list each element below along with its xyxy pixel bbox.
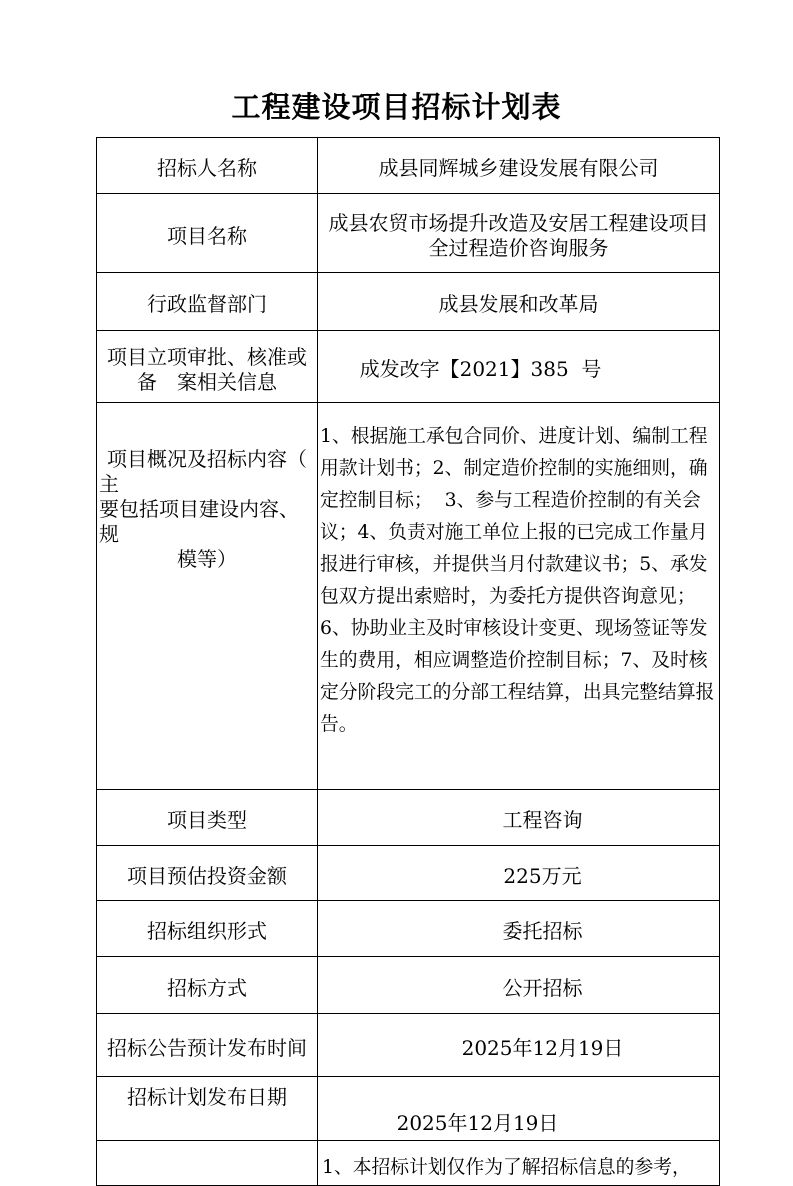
label-project-overview-line1: 项目概况及招标内容（	[107, 447, 307, 471]
value-bidding-organization-form: 委托招标	[318, 901, 720, 957]
label-project-overview-line4: 模等）	[177, 547, 237, 571]
table-row	[97, 1014, 720, 1077]
bidding-plan-table	[96, 137, 720, 1186]
page-title: 工程建设项目招标计划表	[231, 90, 562, 124]
table-row	[97, 957, 720, 1014]
value-project-overview: 1、根据施工承包合同价、进度计划、编制工程用款计划书；2、制定造价控制的实施细则，确定控制目标； 3、参与工程造价控制的有关会议；4、负责对施工单位上报的已完成工作量月报进行审核，并提供当月付款建议书；5、承发包双方提出索赔时，为委托方提供咨询意见；6、协助业主及时审核设计变更、现场签证等发生的费用，相应调整造价控制目标；7、及时核定分阶段完工的分部工程结算，出具完整结算报告。	[318, 403, 720, 790]
table-row	[97, 138, 720, 194]
table-row	[97, 194, 720, 273]
label-bidding-method: 招标方式	[97, 957, 318, 1014]
table-row	[97, 846, 720, 901]
value-bidding-method: 公开招标	[318, 957, 720, 1014]
label-project-name: 项目名称	[97, 194, 318, 273]
label-announcement-expected-date: 招标公告预计发布时间	[97, 1014, 318, 1077]
label-tenderer-name: 招标人名称	[97, 138, 318, 194]
value-estimated-investment: 225万元	[318, 846, 720, 901]
label-estimated-investment: 项目预估投资金额	[97, 846, 318, 901]
label-supervision-department: 行政监督部门	[97, 273, 318, 331]
value-announcement-expected-date: 2025年12月19日	[318, 1014, 720, 1077]
table-row	[97, 331, 720, 403]
label-project-type: 项目类型	[97, 790, 318, 846]
label-notes-empty	[97, 1141, 318, 1186]
table-row	[97, 273, 720, 331]
table-row	[97, 790, 720, 846]
value-project-type: 工程咨询	[318, 790, 720, 846]
label-project-overview-line3: 要包括项目建设内容、规	[99, 497, 299, 546]
table-row	[97, 901, 720, 957]
value-project-name: 成县农贸市场提升改造及安居工程建设项目全过程造价咨询服务	[318, 194, 720, 273]
label-approval-info-line2: 备 案相关信息	[137, 369, 277, 394]
label-plan-release-date: 招标计划发布日期	[97, 1077, 318, 1141]
table-row	[97, 403, 720, 790]
table-row	[97, 1077, 720, 1141]
label-approval-info-line1: 项目立项审批、核准或	[107, 344, 307, 369]
label-project-overview-line2: 主	[99, 472, 119, 496]
value-plan-release-date: 2025年12月19日	[318, 1077, 720, 1141]
value-notes-text: 1、本招标计划仅作为了解招标信息的参考，	[318, 1141, 720, 1186]
table-row	[97, 1141, 720, 1186]
value-supervision-department: 成县发展和改革局	[318, 273, 720, 331]
label-bidding-organization-form: 招标组织形式	[97, 901, 318, 957]
label-project-overview	[97, 403, 318, 790]
label-approval-info	[97, 331, 318, 403]
value-approval-number: 成发改字【2021】385 号	[318, 331, 720, 403]
value-tenderer-name: 成县同辉城乡建设发展有限公司	[318, 138, 720, 194]
